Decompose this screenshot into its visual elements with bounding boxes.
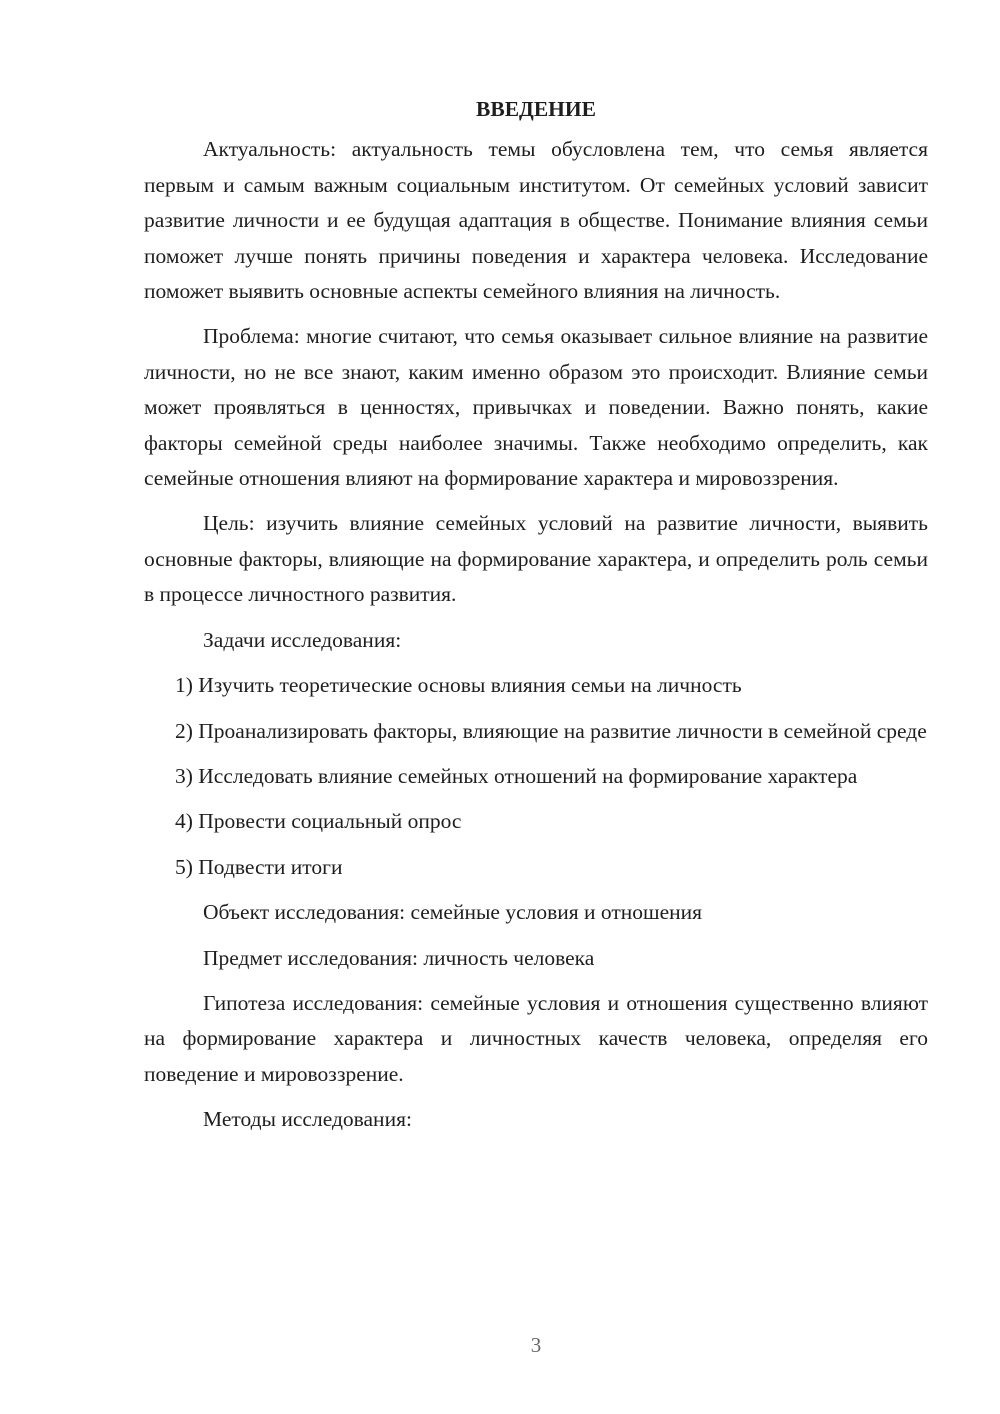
page-number: 3 [530, 1333, 542, 1357]
problem-paragraph: Проблема: многие считают, что семья оказывает сильное влияние на развитие личности, но не все знают, каким именно образом это происходит. Влияние семьи может проявляться в ценностях, привычках и поведении. Важно понять, какие факторы семейной среды наиболее значимы. Также необходимо определить, как семейные отношения влияют на формирование характера и мировоззрения. [144, 324, 928, 491]
relevance-paragraph: Актуальность: актуальность темы обусловлена тем, что семья является первым и самым важным социальным институтом. От семейных условий зависит развитие личности и ее будущая адаптация в обществе. Понимание влияния семьи поможет лучше понять причины поведения и характера человека. Исследование поможет выявить основные аспекты семейного влияния на личность. [144, 137, 928, 304]
research-object: Объект исследования: семейные условия и отношения [203, 900, 703, 925]
goal-paragraph: Цель: изучить влияние семейных условий на развитие личности, выявить основные факторы, влияющие на формирование характера, и определить роль семьи в процессе личностного развития. [144, 511, 928, 607]
methods-heading: Методы исследования: [203, 1107, 412, 1132]
task-item-1: 1) Изучить теоретические основы влияния семьи на личность [175, 673, 742, 698]
hypothesis-paragraph: Гипотеза исследования: семейные условия и отношения существенно влияют на формирование характера и личностных качеств человека, определяя его поведение и мировоззрение. [144, 990, 928, 1086]
tasks-heading: Задачи исследования: [203, 627, 402, 652]
document-body [144, 92, 928, 1148]
task-item-2: 2) Проанализировать факторы, влияющие на развитие личности в семейной среде [175, 718, 927, 743]
section-title: ВВЕДЕНИЕ [476, 97, 596, 121]
task-item-3: 3) Исследовать влияние семейных отношений на формирование характера [175, 763, 858, 788]
research-subject: Предмет исследования: личность человека [203, 945, 595, 970]
task-item-4: 4) Провести социальный опрос [175, 809, 462, 834]
task-item-5: 5) Подвести итоги [175, 854, 343, 879]
